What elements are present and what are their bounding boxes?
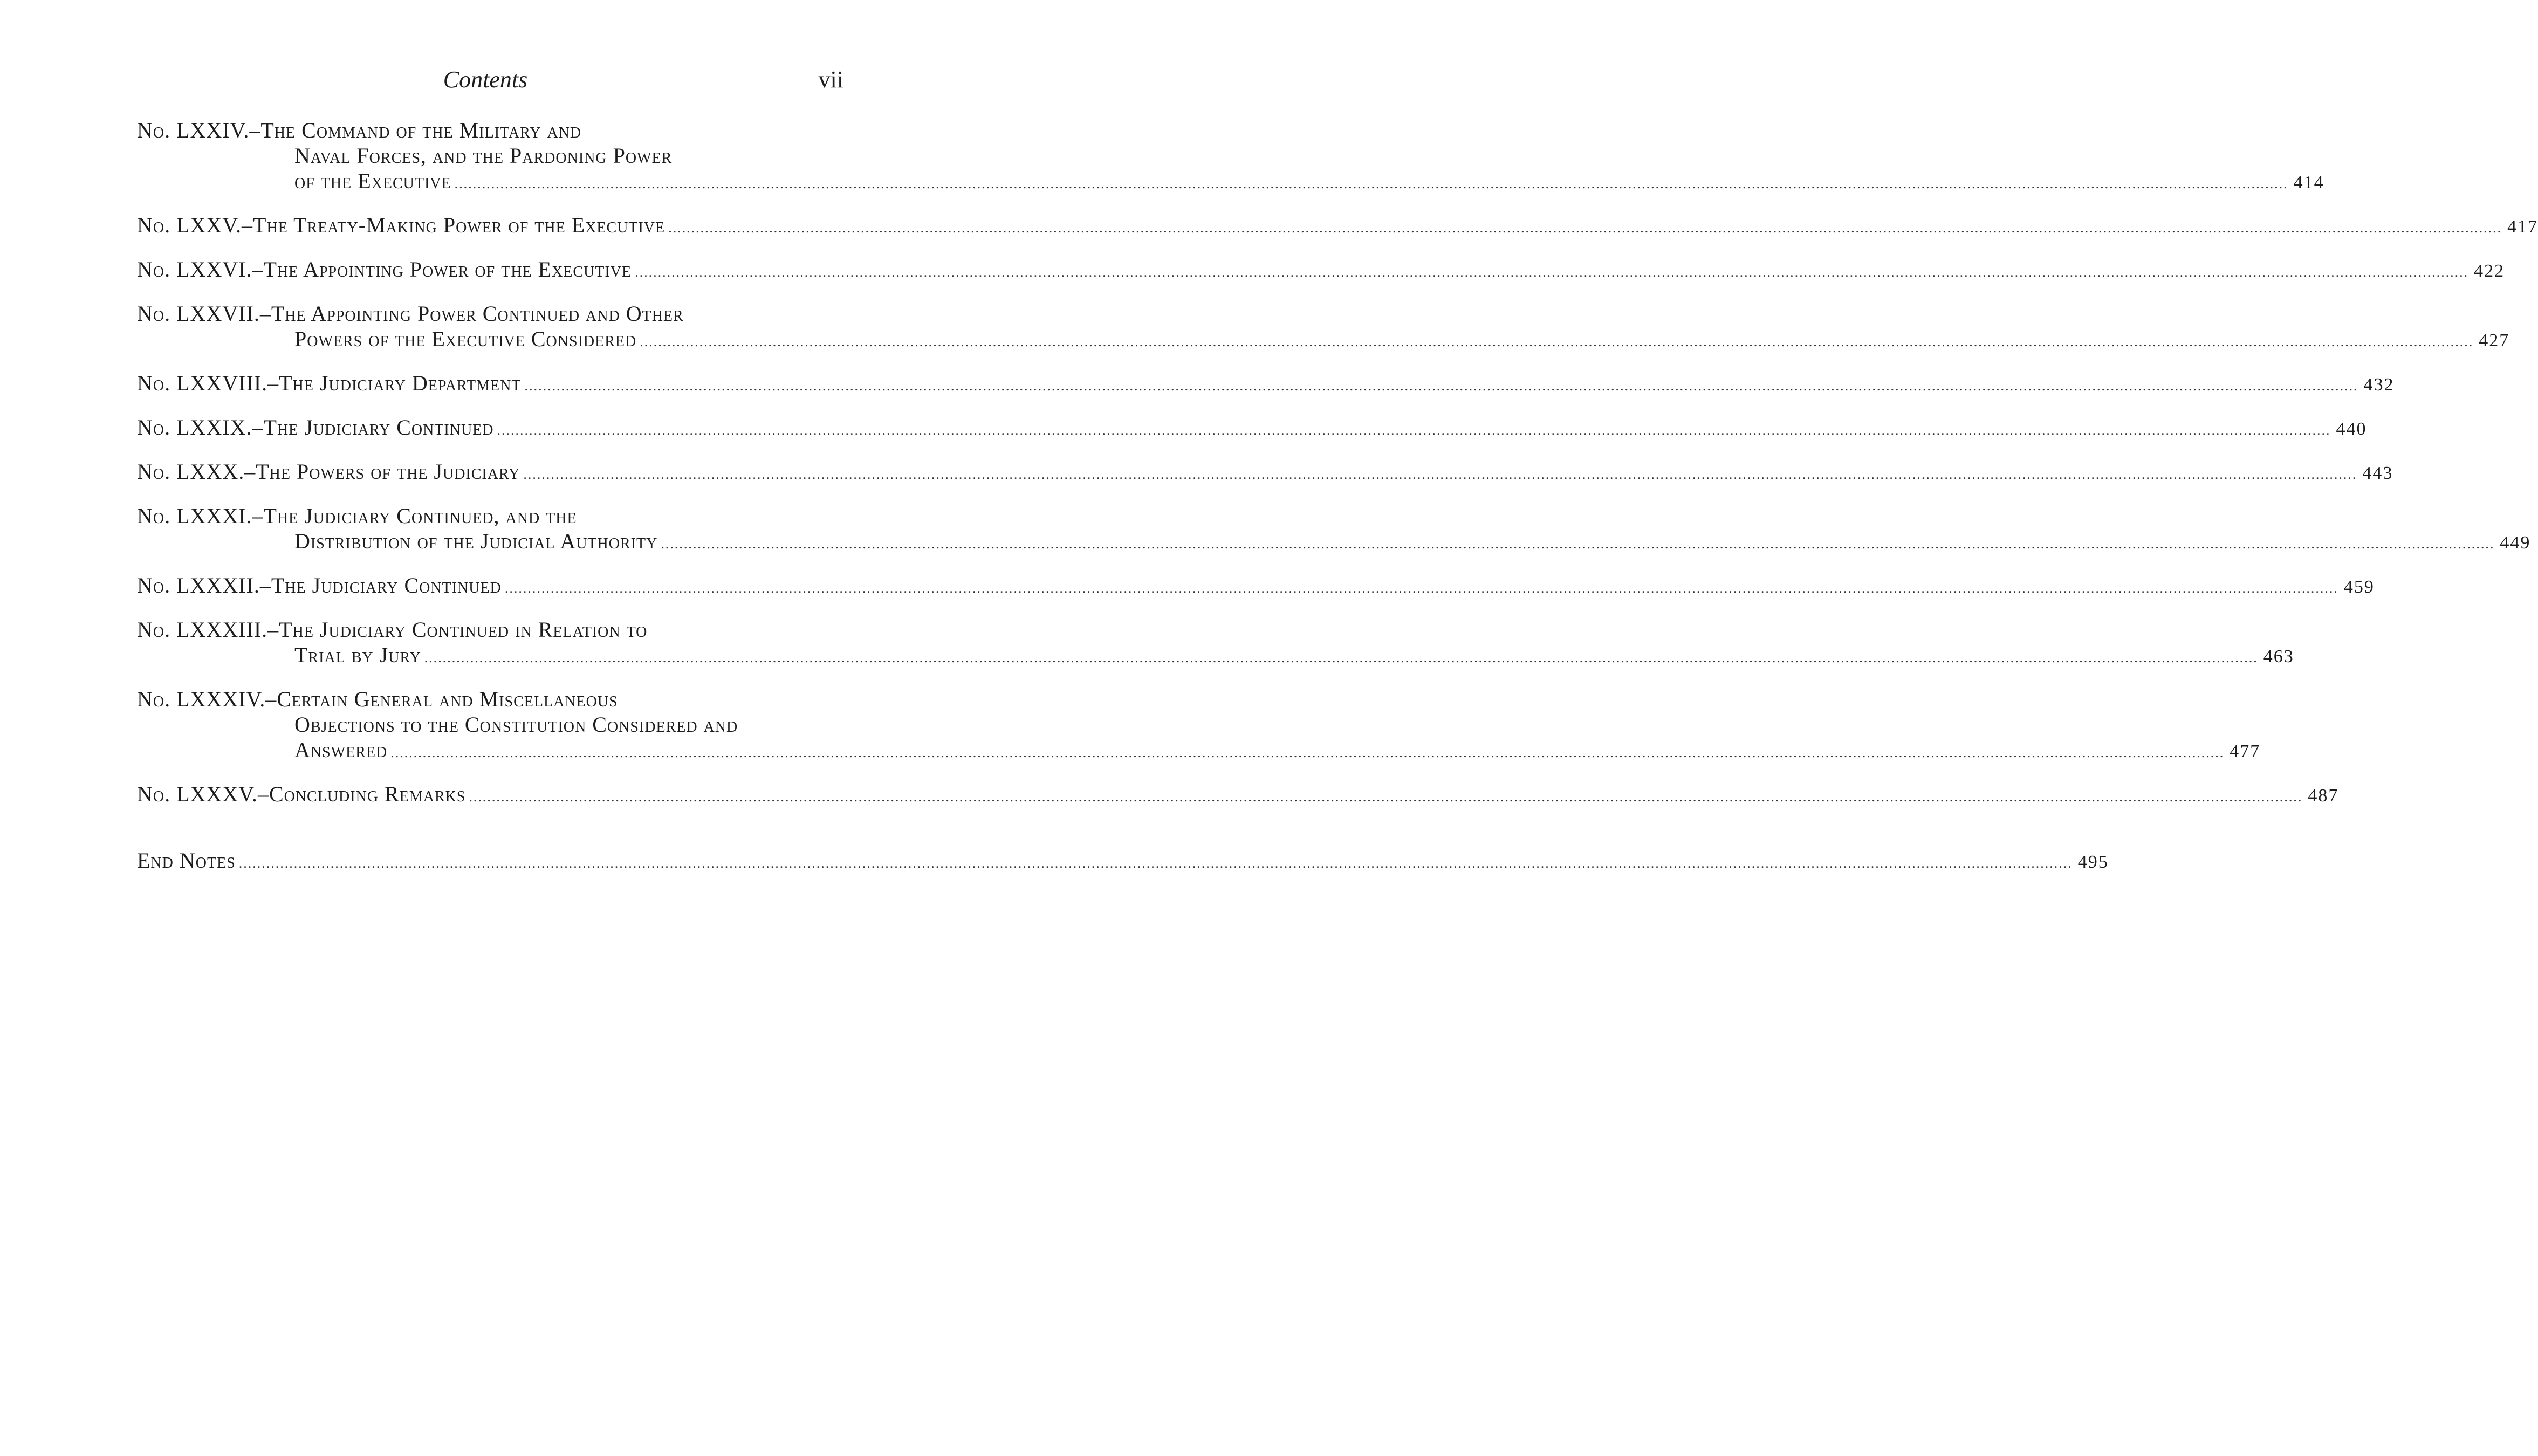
en-dash: –: [259, 573, 271, 597]
en-dash: –: [252, 504, 264, 528]
toc-entry: [137, 370, 2395, 399]
toc-entry-number: No. LXXXII.: [137, 573, 260, 597]
toc-entry: [137, 118, 2324, 196]
toc-entry-title-line: Concluding Remarks: [269, 782, 466, 806]
toc-entry-title-line: The Appointing Power of the Executive: [263, 257, 632, 281]
running-title: Contents: [443, 66, 528, 93]
toc-entry-page: 495: [2077, 852, 2109, 872]
toc-entry-page: 440: [2336, 419, 2367, 439]
dot-leader: ................................................................................................................................................................................................................................................................................................................................................................................................................: [238, 855, 2073, 871]
page-number: vii: [818, 66, 843, 93]
en-dash: –: [257, 782, 269, 806]
running-head: [0, 64, 971, 96]
en-dash: –: [267, 371, 279, 395]
dot-leader: ................................................................................................................................................................................................................................................................................................................................................................................................................: [640, 334, 2474, 349]
toc-entry-page: 417: [2507, 217, 2538, 237]
toc-entry-title-line: Distribution of the Judicial Authority: [294, 529, 658, 553]
toc-entry-title-line: The Judiciary Continued: [271, 573, 502, 597]
dot-leader: ................................................................................................................................................................................................................................................................................................................................................................................................................: [469, 789, 2303, 805]
toc-entry-title-line: Certain General and Miscellaneous: [277, 687, 618, 711]
toc-entry-page: 459: [2343, 577, 2375, 597]
toc-entry-title-line: Naval Forces, and the Pardoning Power: [294, 143, 673, 168]
toc-entry-number: No. LXXVII.: [137, 301, 260, 326]
toc-entry: [137, 415, 2367, 443]
dot-leader: ................................................................................................................................................................................................................................................................................................................................................................................................................: [497, 422, 2331, 438]
toc-entry: [137, 301, 2510, 354]
toc-entry-page: 449: [2500, 533, 2531, 553]
toc-entry-page: 477: [2230, 741, 2261, 761]
toc-entry-title-line: The Powers of the Judiciary: [256, 459, 520, 484]
en-dash: –: [265, 687, 277, 711]
toc-entry-number: No. LXXXI.: [137, 504, 252, 528]
toc-entry-title-line: The Judiciary Continued in Relation to: [279, 617, 648, 642]
dot-leader: ................................................................................................................................................................................................................................................................................................................................................................................................................: [635, 264, 2469, 280]
toc-entry: [137, 617, 2294, 670]
toc-entry-title-line: The Judiciary Continued: [263, 415, 494, 439]
toc-entry-title-line: The Judiciary Department: [279, 371, 522, 395]
en-dash: –: [244, 459, 256, 484]
dot-leader: ................................................................................................................................................................................................................................................................................................................................................................................................................: [454, 176, 2288, 191]
en-dash: –: [252, 257, 264, 281]
toc-entry-title-line: The Appointing Power Continued and Other: [271, 301, 684, 326]
toc-entry-number: No. LXXXIII.: [137, 617, 268, 642]
toc-entry-title-line: Answered: [294, 738, 388, 762]
toc-entry-number: No. LXXX.: [137, 459, 245, 484]
toc-entry-title-line: The Command of the Military and: [260, 118, 582, 142]
toc-entry-end-notes: [137, 848, 2109, 876]
dot-leader: ................................................................................................................................................................................................................................................................................................................................................................................................................: [524, 378, 2358, 394]
toc-entry-label: End Notes: [137, 848, 236, 873]
dot-leader: ................................................................................................................................................................................................................................................................................................................................................................................................................: [504, 580, 2338, 596]
toc-entry: [137, 503, 2531, 557]
toc-entry-title-line: Objections to the Constitution Considered and: [294, 712, 738, 737]
dot-leader: ................................................................................................................................................................................................................................................................................................................................................................................................................: [661, 536, 2495, 552]
en-dash: –: [259, 301, 271, 326]
toc-entry-number: No. LXXV.: [137, 213, 242, 237]
en-dash: –: [267, 617, 279, 642]
toc-entry: [137, 686, 2261, 765]
toc-entry-title-line: Trial by Jury: [294, 643, 421, 667]
toc-entry-number: No. LXXXIV.: [137, 687, 266, 711]
toc-entry-page: 443: [2362, 463, 2393, 483]
dot-leader: ................................................................................................................................................................................................................................................................................................................................................................................................................: [424, 650, 2258, 665]
toc-entry-number: No. LXXXV.: [137, 782, 258, 806]
toc-entry-number: No. LXXIX.: [137, 415, 252, 439]
toc-entry-page: 463: [2263, 647, 2294, 667]
toc-entry: [137, 781, 2339, 809]
toc-entry-number: No. LXXVIII.: [137, 371, 268, 395]
toc-entry-number: No. LXXVI.: [137, 257, 252, 281]
toc-entry: [137, 212, 2538, 241]
toc-entry-title-line: The Treaty-Making Power of the Executive: [253, 213, 666, 237]
toc-entry: [137, 257, 2505, 285]
en-dash: –: [252, 415, 264, 439]
toc-entry-title-line: The Judiciary Continued, and the: [263, 504, 577, 528]
table-of-contents: [137, 118, 2538, 826]
toc-entry-page: 432: [2363, 375, 2395, 395]
toc-entry-number: No. LXXIV.: [137, 118, 250, 142]
toc-entry-title-line: of the Executive: [294, 169, 451, 193]
toc-entry-page: 487: [2308, 786, 2339, 806]
toc-entry-page: 422: [2474, 261, 2505, 281]
toc-entry-title-line: Powers of the Executive Considered: [294, 327, 637, 351]
en-dash: –: [249, 118, 261, 142]
dot-leader: ................................................................................................................................................................................................................................................................................................................................................................................................................: [668, 220, 2502, 236]
toc-entry: [137, 573, 2375, 601]
toc-entry-page: 427: [2479, 331, 2510, 351]
dot-leader: ................................................................................................................................................................................................................................................................................................................................................................................................................: [390, 745, 2225, 760]
en-dash: –: [242, 213, 253, 237]
toc-entry-page: 414: [2293, 173, 2324, 193]
toc-entry: [137, 459, 2393, 487]
dot-leader: ................................................................................................................................................................................................................................................................................................................................................................................................................: [523, 466, 2357, 482]
